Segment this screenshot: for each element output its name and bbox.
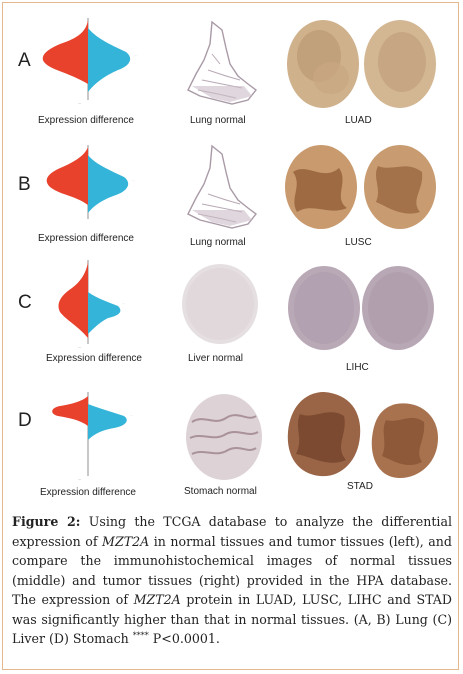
stad-tumor-ihc-image-1 [284, 390, 364, 480]
panel-letter: B [18, 174, 31, 195]
tissue-caption-normal: Liver normal [188, 353, 244, 364]
luad-tumor-ihc-image-2 [362, 16, 438, 112]
svg-text:—: — [78, 101, 81, 104]
svg-text:···: ··· [134, 53, 137, 57]
lung-normal-ihc-image [182, 140, 262, 236]
tissue-caption-tumor: LUAD [345, 115, 372, 126]
tissue-caption-normal: Stomach normal [184, 486, 257, 497]
violin-plot [38, 258, 148, 348]
stad-tumor-ihc-image-2 [366, 400, 442, 482]
luad-tumor-ihc-image-1 [285, 16, 361, 112]
violin-caption: Expression difference [38, 115, 134, 126]
violin-caption: Expression difference [46, 353, 142, 364]
caption-gene-1: MZT2A [102, 533, 150, 549]
caption-gene-2: MZT2A [133, 592, 181, 607]
lung-normal-ihc-image [182, 14, 262, 114]
caption-text-1: Using the TCGA database to analyze the differential expression of [12, 514, 452, 549]
panel-letter: C [18, 292, 32, 313]
tissue-caption-tumor: STAD [347, 481, 373, 492]
tissue-caption-tumor: LIHC [346, 362, 369, 373]
caption-significance: **** [132, 630, 149, 640]
caption-label: Figure 2: [12, 514, 81, 529]
tissue-caption-tumor: LUSC [345, 237, 372, 248]
svg-text:···: ··· [132, 178, 135, 182]
stomach-normal-ihc-image [184, 392, 264, 482]
lihc-tumor-ihc-image-1 [286, 264, 362, 352]
panel-letter: A [18, 50, 31, 71]
caption-text-2: in normal tissues and tumor tissues (left), and compare the immunohistochemical images of normal tissues (middle) and tumor tissues (right) provided in the HPA database. The expression of [12, 533, 452, 607]
violin-caption: Expression difference [40, 487, 136, 498]
figure-caption [12, 512, 452, 649]
caption-text-3: protein in LUAD, LUSC, LIHC and STAD was significantly higher than that in normal tissues. (A, B) Lung (C) Liver (D) Stomach [12, 592, 452, 646]
svg-text:···: ··· [130, 413, 133, 417]
lusc-tumor-ihc-image-2 [362, 142, 438, 232]
svg-text:···: ··· [122, 301, 125, 305]
svg-text:—: — [78, 345, 81, 348]
panel-letter: D [18, 410, 32, 431]
violin-plot [38, 14, 148, 104]
lusc-tumor-ihc-image-1 [283, 142, 359, 232]
violin-plot [38, 143, 148, 223]
violin-plot [38, 390, 148, 480]
tissue-caption-normal: Lung normal [190, 237, 246, 248]
violin-caption: Expression difference [38, 233, 134, 244]
tissue-caption-normal: Lung normal [190, 115, 246, 126]
liver-normal-ihc-image [180, 262, 260, 346]
caption-text-4: P<0.0001. [148, 631, 220, 646]
svg-text:—: — [78, 477, 81, 480]
lihc-tumor-ihc-image-2 [360, 264, 436, 352]
